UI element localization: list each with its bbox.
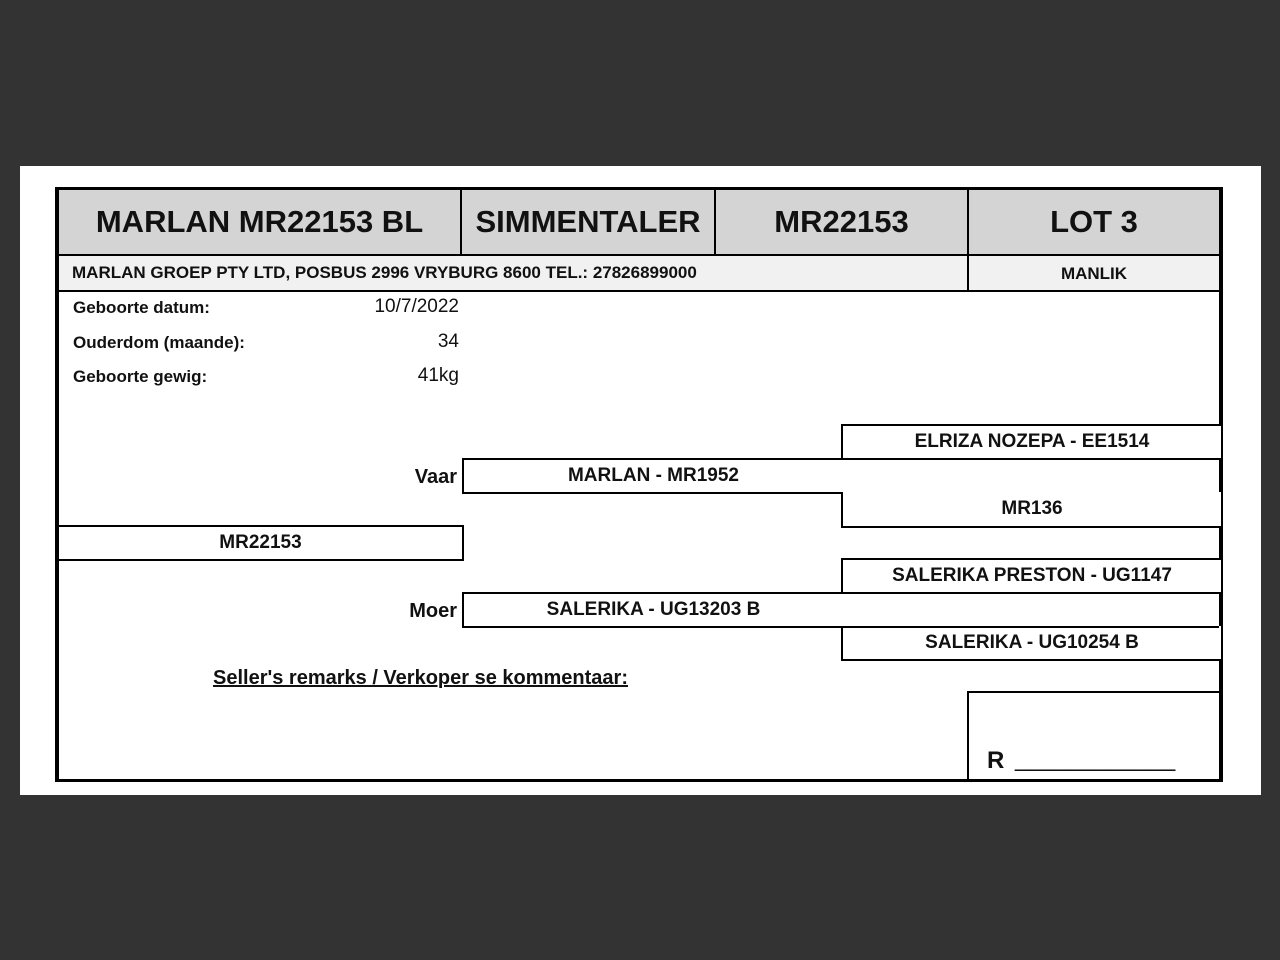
dam-sire-box (841, 558, 1221, 594)
lot-number: LOT 3 (1050, 204, 1138, 239)
reg-number: MR22153 (774, 204, 909, 239)
sire-sire-name: ELRIZA NOZEPA - EE1514 (914, 431, 1150, 452)
seller-details: MARLAN GROEP PTY LTD, POSBUS 2996 VRYBURG 8600 TEL.: 27826899000 (72, 263, 697, 282)
animal-name-cell (59, 190, 462, 256)
birth-weight-value: 41kg (417, 365, 459, 386)
remarks-label: Seller's remarks / Verkoper se kommentaar: (213, 667, 628, 689)
price-box[interactable] (967, 691, 1219, 779)
animal-name: MARLAN MR22153 BL (95, 204, 424, 239)
sire-name: MARLAN - MR1952 (567, 465, 740, 486)
sex-cell (969, 256, 1219, 292)
price-blank-line: ____________ (1015, 745, 1176, 772)
dam-name: SALERIKA - UG13203 B (546, 599, 761, 620)
animal-box (59, 525, 464, 561)
price-currency: R (987, 747, 1005, 774)
dam-label: Moer (409, 600, 457, 622)
dam-dam-box (841, 626, 1221, 661)
dam-dam-name: SALERIKA - UG10254 B (925, 631, 1139, 653)
lot-card (55, 187, 1223, 782)
animal-reg: MR22153 (219, 532, 302, 553)
sex: MANLIK (1060, 264, 1128, 283)
birth-date-label: Geboorte datum: (73, 298, 210, 317)
seller-details-cell (59, 256, 969, 292)
birth-date-value: 10/7/2022 (374, 296, 459, 317)
dam-sire-name: SALERIKA PRESTON - UG1147 (892, 565, 1172, 586)
lot-cell (969, 190, 1219, 256)
breed-cell (462, 190, 716, 256)
age-label: Ouderdom (maande): (73, 333, 245, 352)
sire-dam-name: MR136 (1001, 498, 1063, 519)
birth-weight-label: Geboorte gewig: (73, 367, 208, 386)
sire-dam-box (841, 492, 1221, 528)
sire-sire-box (841, 424, 1221, 460)
breed: SIMMENTALER (475, 204, 701, 239)
dam-box (462, 592, 843, 628)
reg-number-cell (716, 190, 969, 256)
sire-box (462, 458, 843, 494)
sire-label: Vaar (414, 466, 457, 488)
age-value: 34 (437, 331, 459, 352)
dam-divider (841, 626, 1219, 628)
